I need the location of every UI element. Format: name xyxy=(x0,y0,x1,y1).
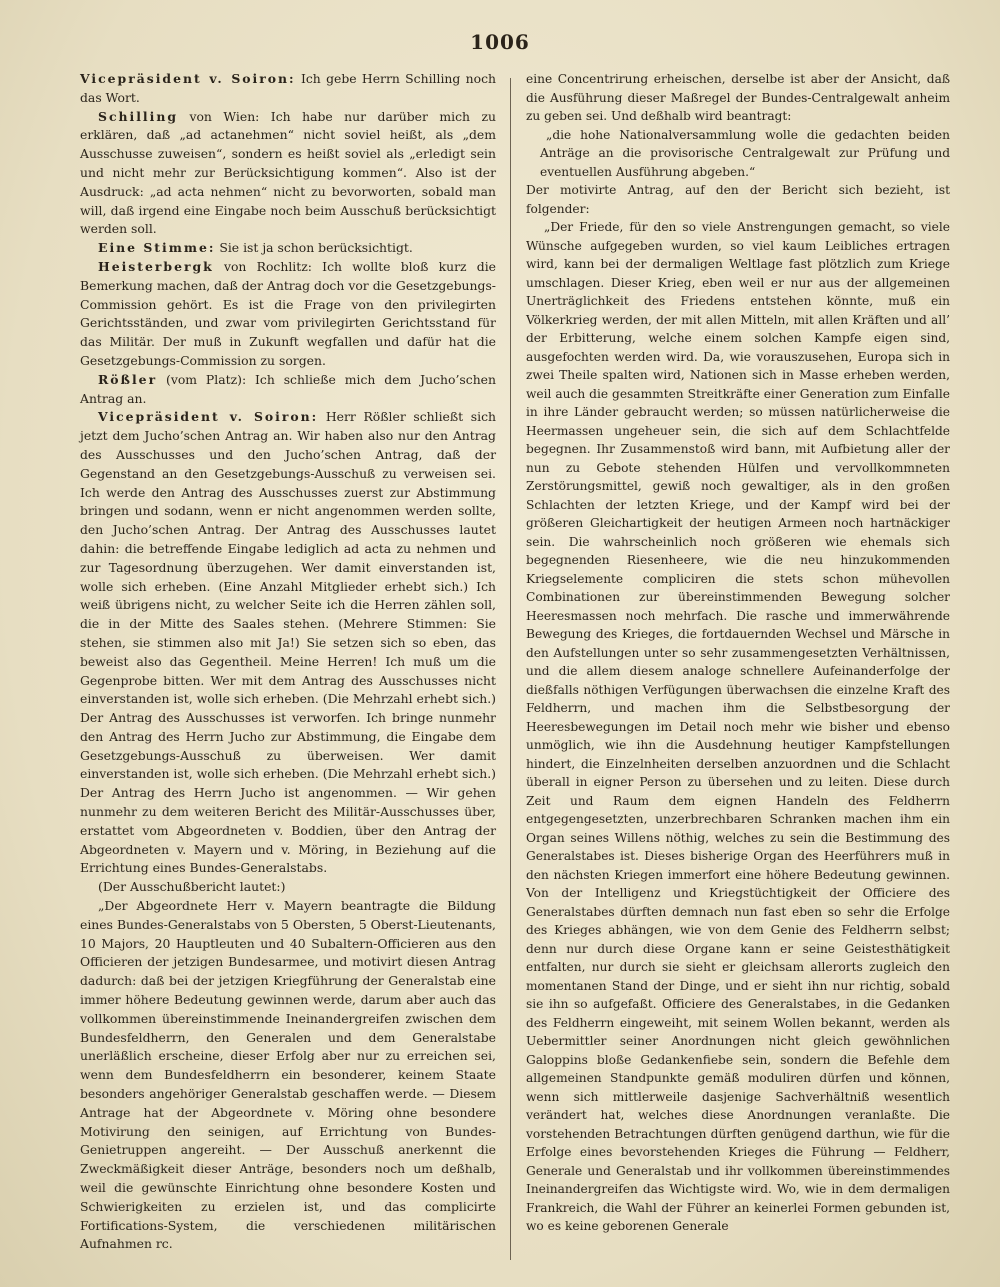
paragraph-text: (Der Ausschußbericht lautet:) xyxy=(98,879,286,895)
right-column xyxy=(526,70,950,1236)
paragraph: „Der Friede, für den so viele Anstrengungen gemacht, so viele Wünsche aufgegeben wurden, so viel kaum Leibliches ertragen wird, kann bei der dermaligen Weltlage fast plötzlich zum Kriege umschlagen. Dieser Krieg, eben weil er nur aus der allgemeinen Unerträglichkeit des Friedens entstehen könnte, muß ein Völkerkrieg werden, der mit allen Mitteln, mit allen Kräften und all’ der Erbitterung, welche einem solchen Kampfe eigen sind, ausgefochten werden wird. Da, wie vorauszusehen, Europa sich in zwei Theile spalten wird, Nationen sich in Masse erheben werden, weil auch die gesammten Streitkräfte einer Generation zum Einfalle in ihre Länder gebraucht werden; so müssen natürlicherweise die Heermassen ungeheuer sein, die sich auf dem Schlachtfelde begegnen. Ihr Zusammenstoß wird bann, mit Aufbietung aller der nun zu Gebote stehenden Hülfen und vervollkommneten Zerstörungsmittel, gewiß noch gewaltiger, als in den großen Schlachten der letzten Kriege, und der Kampf wird bei der größeren Gleichartigkeit der heutigen Armeen noch hartnäckiger sein. Die wahrscheinlich noch größeren wie ehemals sich begegnenden Riesenheere, wie die neu hinzukommenden Kriegselemente compliciren die stets schon mühevollen Combinationen zur übereinstimmenden Bewegung solcher Heeresmassen noch mehrfach. Die rasche und immerwährende Bewegung des Krieges, die fortdauernden Wechsel und Märsche in den Aufstellungen unter so sehr zusammengesetzten Verhältnissen, und die allem diesem analoge schnellere Aufeinanderfolge der dießfalls nöthigen Verfügungen überwachsen die einzelne Kraft des Feldherrn, und machen ihm die Selbstbesorgung der Heeresbewegungen im Detail noch mehr wie bisher und ebenso unmöglich, wie ihn die Ausdehnung heutiger Kampfstellungen hindert, die Einzelnheiten derselben anzuordnen und die Schlacht überall in eigner Person zu übersehen und zu leiten. Diese durch Zeit und Raum dem eignen Handeln des Feldherrn entgegengesetzten, unzerbrechbaren Schranken machen ihm ein Organ seines Willens nöthig, welches zu sein die Bestimmung des Generalstabes ist. Dieses bisherige Organ des Heerführers muß in den nächsten Kriegen immerfort eine höhere Bedeutung gewinnen. Von der Intelligenz und Kriegstüchtigkeit der Officiere des Generalstabes dürften demnach nun fast eben so sehr die Erfolge des Krieges abhängen, wie von dem Genie des Feldherrn selbst; denn nur durch diese Organe kann er seine Geistesthätigkeit entfalten, nur durch sie sieht er gleichsam allerorts zugleich den momentanen Stand der Dinge, und er sieht ihn nur richtig, sobald sie ihn so aufgefaßt. Officiere des Generalstabes, in die Gedanken des Feldherrn eingeweiht, mit seinem Wollen bekannt, werden als Uebermittler seiner Anordnungen nicht gleich gewöhnlichen Galoppins bloße Gedankenfiebe sein, sondern die Befehle dem allgemeinen Standpunkte gemäß moduliren dürfen und können, wenn sich mittlerweile dasjenige Sachverhältniß wesentlich verändert hat, welches diese Anordnungen veranlaßte. Die vorstehenden Betrachtungen dürften genügend darthun, wie für die Erfolge eines bevorstehenden Krieges die Führung — Feldherr, Generale und Generalstab und ihr vollkommen übereinstimmendes Ineinandergreifen das Wichtigste wird. Wo, wie in dem dermaligen Frankreich, die Wahl der Führer an keinerlei Formen gebunden ist, wo es keine geborenen Generale xyxy=(526,220,950,1233)
paragraph-text: (vom Platz): Ich schließe mich dem Jucho’schen Antrag an. xyxy=(80,371,496,406)
paragraph-text: von Rochlitz: Ich wollte bloß kurz die Bemerkung machen, daß der Antrag doch vor die Gesetzgebungs-Commission gehört. Es ist die Frage von den privilegirten Gerichtsständen, und zwar vom privilegirten Gerichtsstand für das Militär. Der muß in Zukunft wegfallen und dafür hat die Gesetzgebungs-Commission zu sorgen. xyxy=(80,258,496,368)
paragraph xyxy=(80,239,496,258)
paragraph-text: „Der Abgeordnete Herr v. Mayern beantragte die Bildung eines Bundes-Generalstabs von 5 Obersten, 5 Oberst-Lieutenants, 10 Majors, 20 Hauptleuten und 40 Subaltern-Officieren aus den Officieren der jetzigen Bundesarmee, und motivirt diesen Antrag dadurch: daß bei der jetzigen Kriegführung der Generalstab eine immer höhere Bedeutung gewinnen werde, darum aber auch das vollkommen übereinstimmende Ineinandergreifen zwischen dem Bundesfeldherrn, den Generalen und dem Generalstabe unerläßlich erscheine, dieser Erfolg aber nur zu erreichen sei, wenn dem Bundesfeldherrn ein besonderer, keinem Staate besonders angehöriger Generalstab geschaffen werde. — Diesem Antrage hat der Abgeordnete v. Möring ohne besondere Motivirung den seinigen, auf Errichtung von Bundes-Genietruppen angereiht. — Der Ausschuß anerkennt die Zweckmäßigkeit dieser Anträge, besonders noch um deßhalb, weil die gewünschte Einrichtung ohne besondere Kosten und Schwierigkeiten zu erzielen ist, und das complicirte Fortifications-System, die verschiedenen militärischen Aufnahmen rc. xyxy=(80,898,496,1252)
paragraph: eine Concentrirung erheischen, derselbe ist aber der Ansicht, daß die Ausführung dieser Maßregel der Bundes-Centralgewalt anheim zu geben sei. Und deßhalb wird beantragt: xyxy=(526,72,950,123)
speaker-name: Vicepräsident v. Soiron: xyxy=(98,409,319,425)
paragraph-text: Ich gebe Herrn Schilling noch das Wort. xyxy=(80,71,497,105)
paragraph xyxy=(80,258,496,371)
quoted-motion: „die hohe Nationalversammlung wolle die gedachten beiden Anträge an die provisorische Centralgewalt zur Prüfung und eventuellen Ausführung abgeben.“ xyxy=(540,127,950,179)
speaker-name: Schilling xyxy=(98,108,179,124)
paragraph-text: Herr Rößler schließt sich jetzt dem Jucho’schen Antrag an. Wir haben also nur den Antrag des Ausschusses und den Jucho’schen Antrag, daß der Gegenstand an den Gesetzgebungs-Ausschuß zu verweisen sei. Ich werde den Antrag des Ausschusses zuerst zur Abstimmung bringen und sodann, wenn er nicht angenommen werden sollte, den Jucho’schen Antrag. Der Antrag des Ausschusses lautet dahin: die betreffende Eingabe lediglich ad acta zu nehmen und zur Tagesordnung überzugehen. Wer damit einverstanden ist, wolle sich erheben. (Eine Anzahl Mitglieder erhebt sich.) Ich weiß übrigens nicht, zu welcher Seite ich die Herren zählen soll, die in der Mitte des Saales stehen. (Mehrere Stimmen: Sie stehen, sie stimmen also mit Ja!) Sie setzen sich so eben, das beweist also das Gegentheil. Meine Herren! Ich muß um die Gegenprobe bitten. Wer mit dem Antrag des Ausschusses nicht einverstanden ist, wolle sich erheben. (Die Mehrzahl erhebt sich.) Der Antrag des Ausschusses ist verworfen. Ich bringe nunmehr den Antrag des Herrn Jucho zur Abstimmung, die Eingabe dem Gesetzgebungs-Ausschuß zu überweisen. Wer damit einverstanden ist, wolle sich erheben. (Die Mehrzahl erhebt sich.) Der Antrag des Herrn Jucho ist angenommen. — Wir gehen nunmehr zu dem weiteren Bericht des Militär-Ausschusses über, erstattet vom Abgeordneten v. Boddien, über den Antrag der Abgeordneten v. Mayern und v. Möring, in Beziehung auf die Errichtung eines Bundes-Generalstabs. xyxy=(80,409,496,876)
paragraph-text: von Wien: Ich habe nur darüber mich zu erklären, daß „ad actanehmen“ nicht soviel heißt, als „dem Ausschusse zuweisen“, sondern es heißt soviel als „erledigt sein und nicht mehr zur Berücksichtigung kommen“. Also ist der Ausdruck: „ad acta nehmen“ nicht zu bevorworten, sobald man will, daß irgend eine Eingabe noch beim Ausschuß berücksichtigt werden soll. xyxy=(80,108,496,237)
page-number: 1006 xyxy=(470,30,530,54)
paragraph xyxy=(80,70,496,108)
speaker-name: Heisterbergk xyxy=(98,258,214,274)
paragraph: Der motivirte Antrag, auf den der Bericht sich bezieht, ist folgender: xyxy=(526,183,950,216)
speaker-name: Vicepräsident v. Soiron: xyxy=(80,71,296,86)
paragraph xyxy=(80,408,496,878)
paragraph xyxy=(80,897,496,1254)
column-divider xyxy=(510,78,511,1260)
paragraph xyxy=(80,108,496,240)
speaker-name: Eine Stimme: xyxy=(98,240,216,256)
paragraph xyxy=(80,371,496,409)
paragraph-text: Sie ist ja schon berücksichtigt. xyxy=(215,240,413,256)
speaker-name: Rößler xyxy=(98,371,158,387)
left-column xyxy=(80,70,496,1254)
paragraph xyxy=(80,878,496,897)
